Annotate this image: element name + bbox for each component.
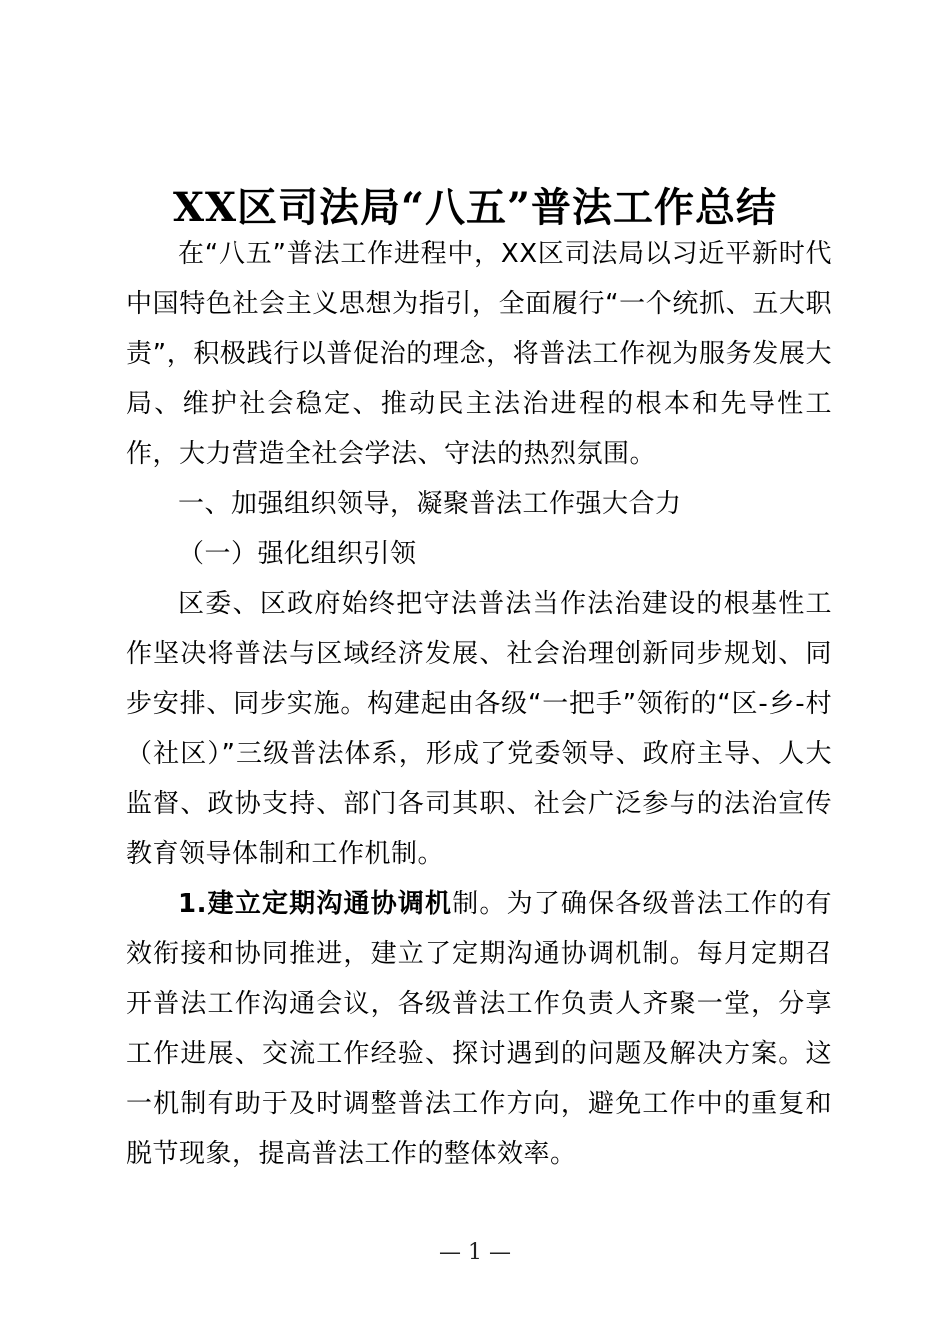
item-lead: 1.建立定期沟通协调机	[178, 889, 453, 919]
subsection-paragraph: 区委、区政府始终把守法普法当作法治建设的根基性工作坚决将普法与区域经济发展、社会治理创新同步规划、同步安排、同步实施。构建起由各级“一把手”领衔的“区-乡-村（社区）”三级普法体系，形成了党委领导、政府主导、人大监督、政协支持、部门各司其职、社会广泛参与的法治宣传教育领导体制和工作机制。	[126, 589, 832, 869]
subsection-heading: （一）强化组织引领	[178, 539, 417, 569]
document-title: XX区司法局“八五”普法工作总结	[172, 184, 778, 231]
item-body: 制。为了确保各级普法工作的有效衔接和协同推进，建立了定期沟通协调机制。每月定期召开普法工作沟通会议，各级普法工作负责人齐聚一堂，分享工作进展、交流工作经验、探讨遇到的问题及解决方案。这一机制有助于及时调整普法工作方向，避免工作中的重复和脱节现象，提高普法工作的整体效率。	[126, 889, 832, 1169]
page-number: — 1 —	[439, 1240, 511, 1265]
item-paragraph	[126, 879, 832, 1179]
document-body	[126, 229, 832, 1179]
intro-paragraph: 在“八五”普法工作进程中，XX区司法局以习近平新时代中国特色社会主义思想为指引，全面履行“一个统抓、五大职责”，积极践行以普促治的理念，将普法工作视为服务发展大局、维护社会稳定、推动民主法治进程的根本和先导性工作，大力营造全社会学法、守法的热烈氛围。	[126, 239, 832, 469]
section-heading: 一、加强组织领导，凝聚普法工作强大合力	[178, 489, 682, 519]
